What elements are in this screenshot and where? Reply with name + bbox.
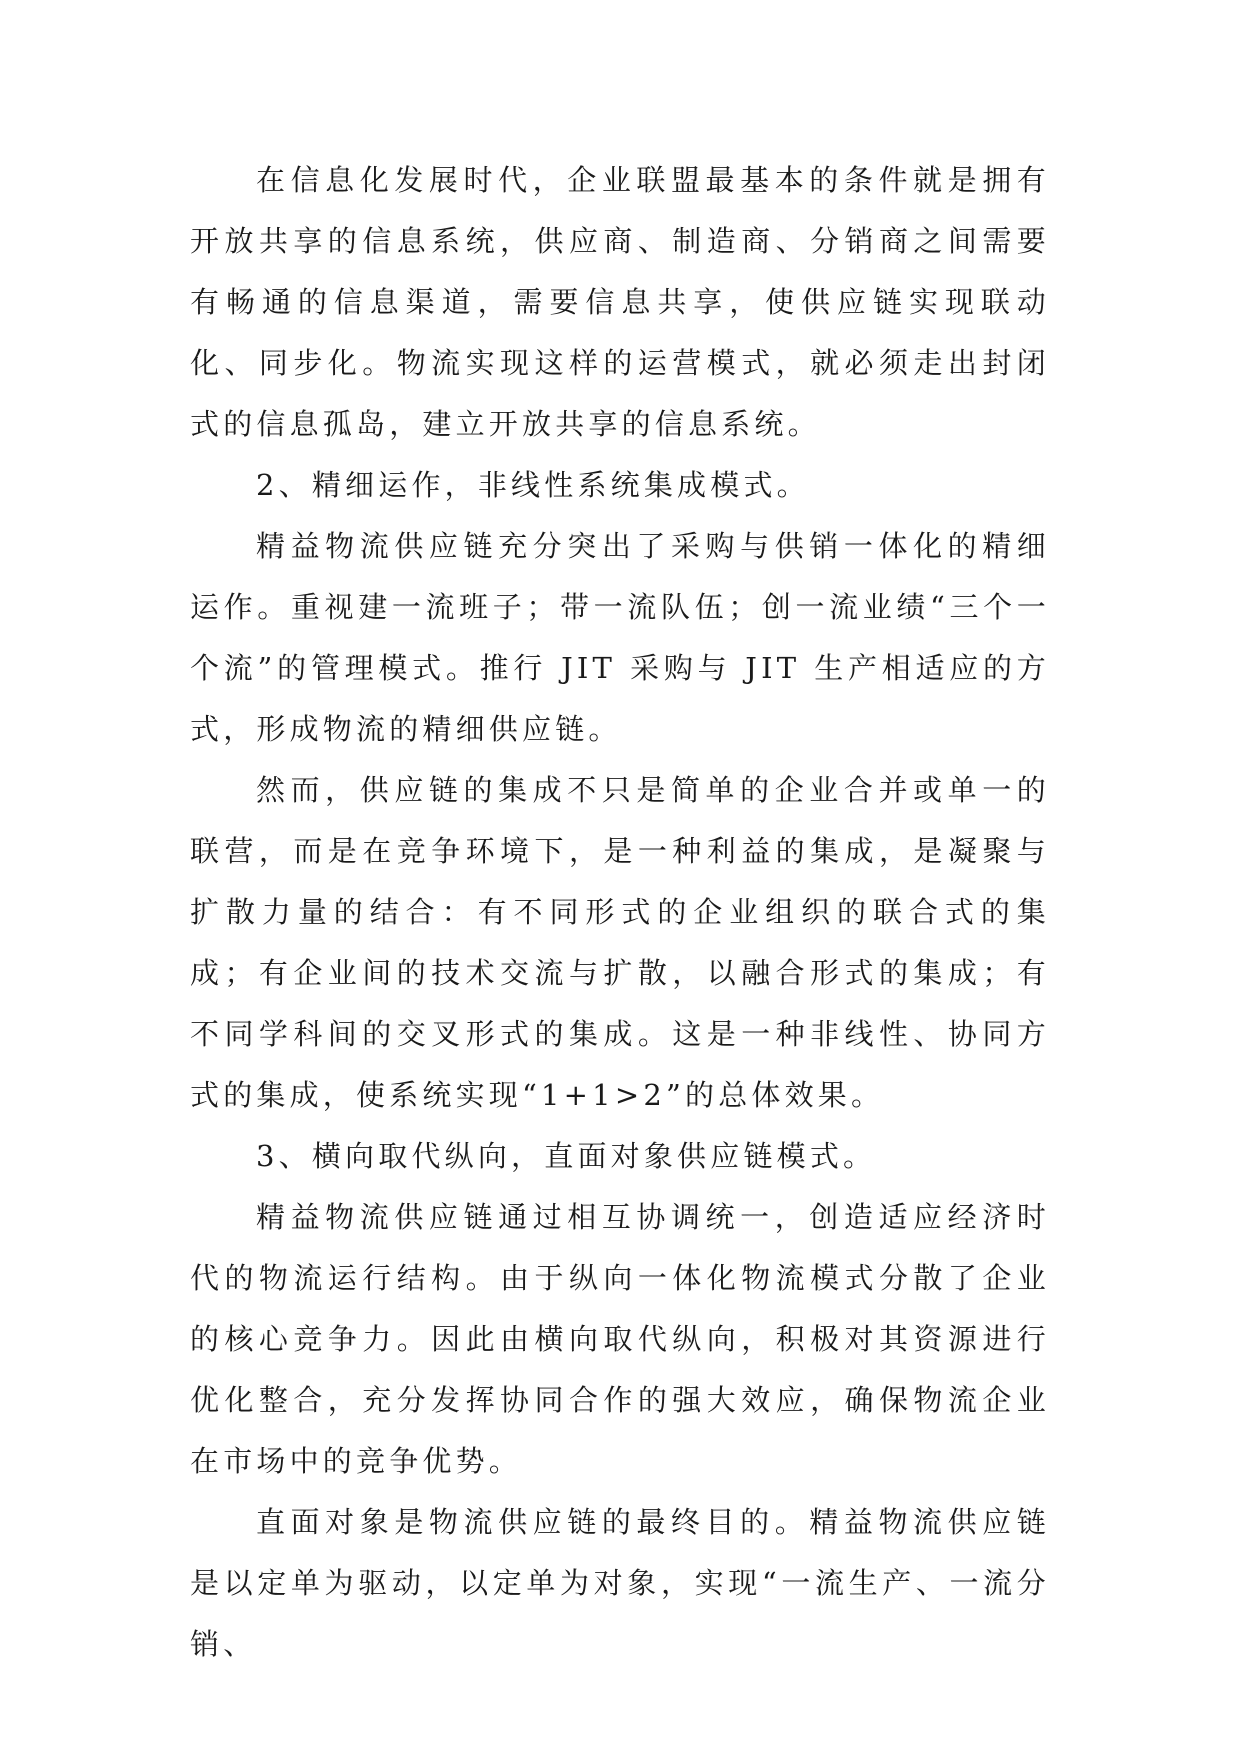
paragraph-2: 精益物流供应链充分突出了采购与供销一体化的精细运作。重视建一流班子；带一流队伍；创一流业绩“三个一个流”的管理模式。推行 JIT 采购与 JIT 生产相适应的方式，形成物流的精细供应链。 — [190, 529, 1050, 746]
paragraph-3: 然而，供应链的集成不只是简单的企业合并或单一的联营，而是在竞争环境下，是一种利益的集成，是凝聚与扩散力量的结合：有不同形式的企业组织的联合式的集成；有企业间的技术交流与扩散，以融合形式的集成；有不同学科间的交叉形式的集成。这是一种非线性、协同方式的集成，使系统实现“1+1>2”的总体效果。 — [190, 773, 1050, 1112]
document-body — [190, 150, 1050, 1675]
section-heading-3: 3、横向取代纵向，直面对象供应链模式。 — [256, 1139, 877, 1173]
paragraph-4: 精益物流供应链通过相互协调统一，创造适应经济时代的物流运行结构。由于纵向一体化物流模式分散了企业的核心竞争力。因此由横向取代纵向，积极对其资源进行优化整合，充分发挥协同合作的强大效应，确保物流企业在市场中的竞争优势。 — [190, 1200, 1050, 1478]
section-heading-2: 2、精细运作，非线性系统集成模式。 — [256, 468, 810, 502]
paragraph-1: 在信息化发展时代，企业联盟最基本的条件就是拥有开放共享的信息系统，供应商、制造商、分销商之间需要有畅通的信息渠道，需要信息共享，使供应链实现联动化、同步化。物流实现这样的运营模式，就必须走出封闭式的信息孤岛，建立开放共享的信息系统。 — [190, 163, 1050, 441]
paragraph-5: 直面对象是物流供应链的最终目的。精益物流供应链是以定单为驱动，以定单为对象，实现“一流生产、一流分销、 — [190, 1505, 1050, 1661]
